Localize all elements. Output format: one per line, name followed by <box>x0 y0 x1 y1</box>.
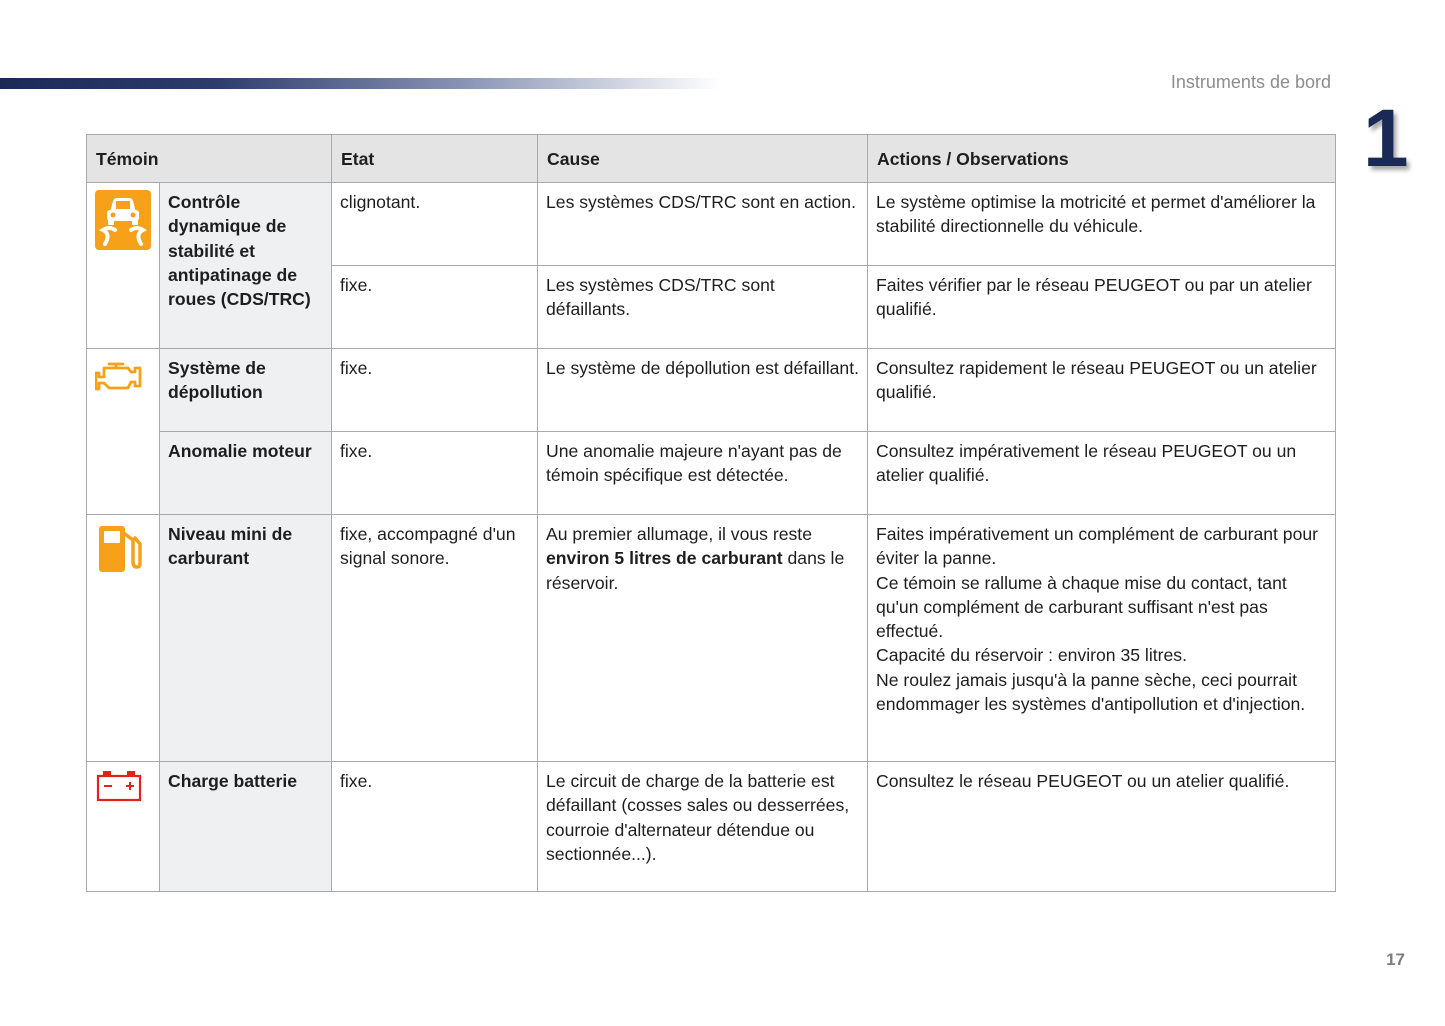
cause-cell: Les systèmes CDS/TRC sont en action. <box>538 183 868 266</box>
column-header-etat: Etat <box>332 135 538 183</box>
state-cell: clignotant. <box>332 183 538 266</box>
state-cell: fixe, accompagné d'un signal sonore. <box>332 515 538 762</box>
cause-text: dans le réservoir. <box>546 548 845 593</box>
cause-cell: Le système de dépollution est défaillant. <box>538 349 868 432</box>
action-line: Faites impérativement un complément de carburant pour éviter la panne. <box>876 524 1319 569</box>
table-row <box>87 515 1336 762</box>
traction-control-icon <box>95 190 151 256</box>
header-gradient-bar <box>0 78 720 89</box>
engine-warning-icon <box>95 356 145 402</box>
indicator-name: Système de dépollution <box>160 349 332 432</box>
state-cell: fixe. <box>332 762 538 892</box>
table-header-row <box>87 135 1336 183</box>
cause-cell: Le circuit de charge de la batterie est défaillant (cosses sales ou desserrées, courroie d'alternateur détendue ou sectionnée...). <box>538 762 868 892</box>
cause-cell: Une anomalie majeure n'ayant pas de témoin spécifique est détectée. <box>538 432 868 515</box>
warning-lights-table <box>86 134 1336 892</box>
state-cell: fixe. <box>332 432 538 515</box>
action-line: Ce témoin se rallume à chaque mise du contact, tant qu'un complément de carburant suffisant n'est pas effectué. <box>876 572 1287 642</box>
fuel-pump-icon <box>95 522 143 582</box>
column-header-actions: Actions / Observations <box>868 135 1336 183</box>
action-cell: Consultez impérativement le réseau PEUGEOT ou un atelier qualifié. <box>868 432 1336 515</box>
cause-cell <box>538 515 868 762</box>
chapter-number-tab: 1 <box>1363 93 1409 184</box>
icon-cell <box>87 349 160 515</box>
indicator-name: Niveau mini de carburant <box>160 515 332 762</box>
state-cell: fixe. <box>332 349 538 432</box>
action-cell <box>868 515 1336 762</box>
cause-emphasis: environ 5 litres de carburant <box>546 548 783 569</box>
cause-cell: Les systèmes CDS/TRC sont défaillants. <box>538 266 868 349</box>
icon-cell <box>87 762 160 892</box>
page-number: 17 <box>1386 950 1405 969</box>
table-row <box>87 762 1336 892</box>
action-cell: Faites vérifier par le réseau PEUGEOT ou par un atelier qualifié. <box>868 266 1336 349</box>
indicator-name: Charge batterie <box>160 762 332 892</box>
action-line: Ne roulez jamais jusqu'à la panne sèche, ceci pourrait endommager les systèmes d'antipollution et d'injection. <box>876 669 1306 715</box>
cause-text: Au premier allumage, il vous reste <box>546 524 812 544</box>
action-cell: Consultez le réseau PEUGEOT ou un atelier qualifié. <box>868 762 1336 892</box>
indicator-name: Anomalie moteur <box>160 432 332 515</box>
table-row <box>87 349 1336 432</box>
icon-cell <box>87 515 160 762</box>
icon-cell <box>87 183 160 349</box>
column-header-temoin: Témoin <box>87 135 332 183</box>
section-title: Instruments de bord <box>1170 72 1331 92</box>
action-cell: Consultez rapidement le réseau PEUGEOT ou un atelier qualifié. <box>868 349 1336 432</box>
battery-icon <box>95 769 143 809</box>
indicator-name: Contrôle dynamique de stabilité et antipatinage de roues (CDS/TRC) <box>160 183 332 349</box>
action-line: Capacité du réservoir : environ 35 litres. <box>876 645 1187 666</box>
action-cell: Le système optimise la motricité et permet d'améliorer la stabilité directionnelle du véhicule. <box>868 183 1336 266</box>
table-row <box>87 432 1336 515</box>
column-header-cause: Cause <box>538 135 868 183</box>
state-cell: fixe. <box>332 266 538 349</box>
table-row <box>87 183 1336 266</box>
